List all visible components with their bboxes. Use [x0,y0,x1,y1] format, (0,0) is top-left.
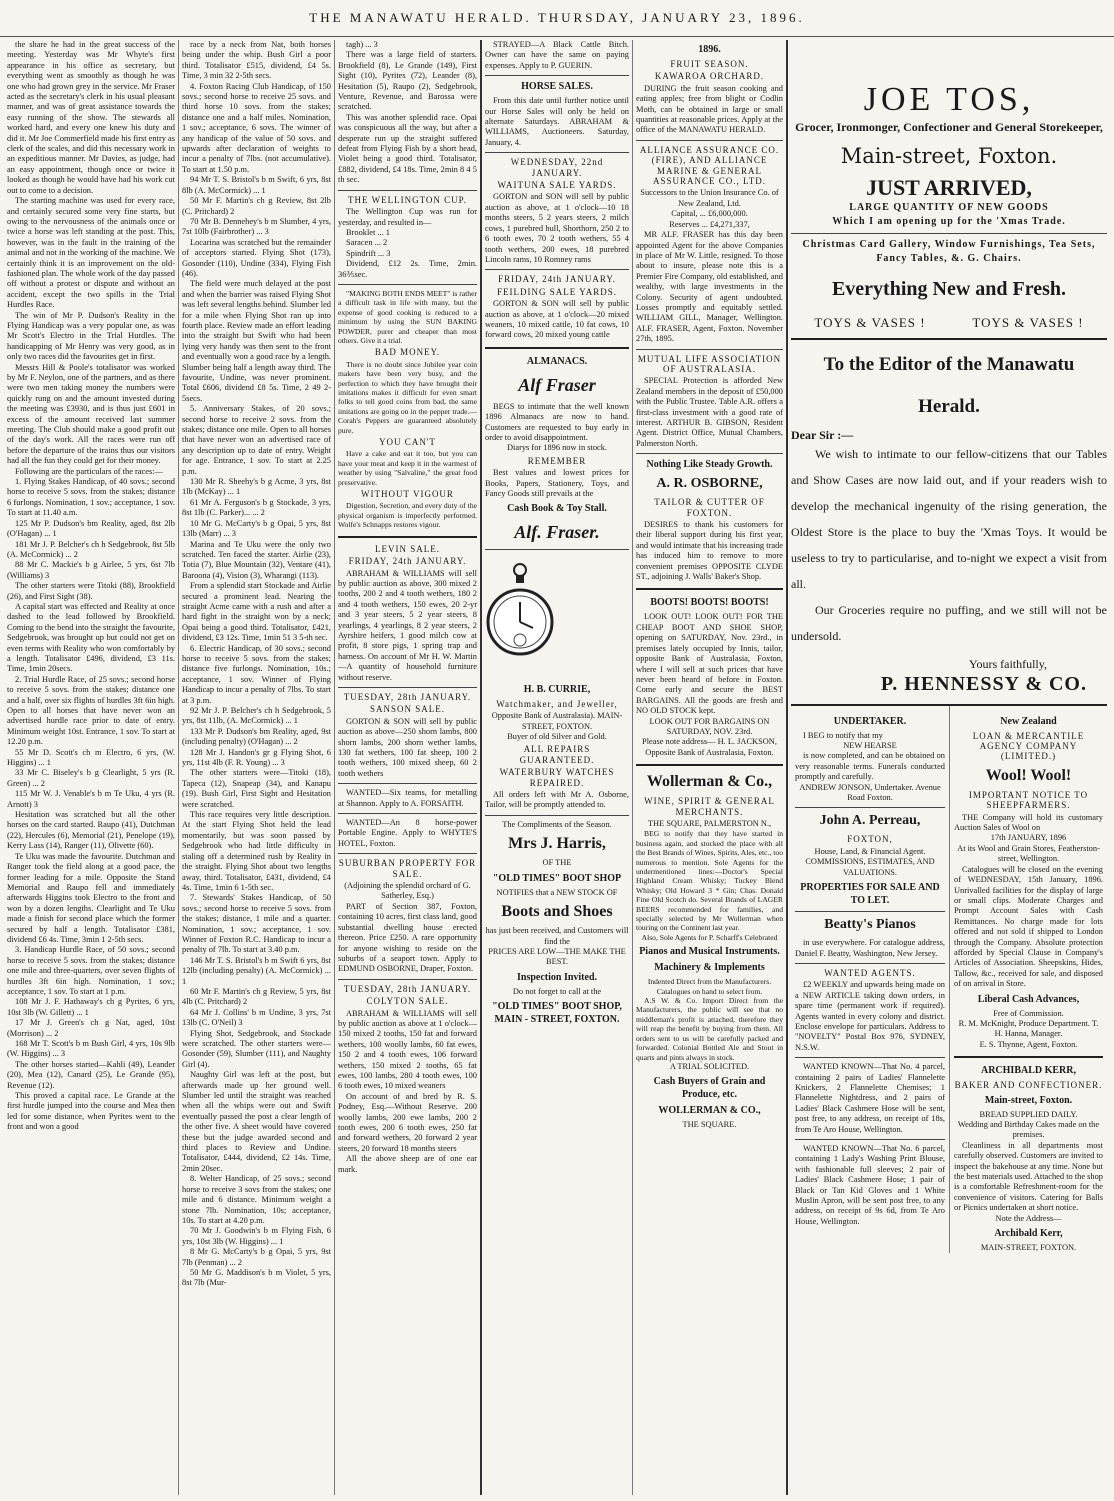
ad-heading: Archibald Kerr, [994,1228,1063,1240]
ad-heading: IMPORTANT NOTICE TO SHEEPFARMERS. [968,789,1089,811]
ad-line: Which I am opening up for the 'Xmas Trade. [832,216,1066,227]
divider [338,190,477,191]
divider [636,764,783,766]
ad-title: Alf. Fraser. [514,522,600,543]
race-heading: 2. Trial Hurdle Race, of 25 sovs.; second horse to receive 5 sovs. from the stakes; distance one and a half, over six flights of hurdles 3ft 6in high. Open to all horses that have never won an advertised hurdle race prior to date of entry. Minimum weight 10st. Entrance, 1 sov. To start at 12.20 p.m. [7,674,175,747]
article-paragraph: The other starters were—Titoki (18), Tapeca (12), Snapeap (34), and Kanapu (19). Bush Girl, First Sight and Hesitation were scratched. [182,768,331,809]
race-result: 55 Mr D. Scott's ch m Electro, 6 yrs, (W. Higgins) ... 1 [7,747,175,768]
letter-heading: Herald. [918,396,980,418]
ad-subtitle: Watchmaker, and Jeweller, [496,698,618,709]
sale-date: FRIDAY, 24th JANUARY. [348,556,467,567]
divider [338,979,477,980]
ad-subtitle: TAILOR & CUTTER OF FOXTON. [654,497,765,518]
race-heading: 8. Welter Handicap, of 25 sovs.; second horse to receive 3 sovs from the stakes; one mile and 6 distance. Minimum weight a stone 7lb. Nomination, 10s; acceptance, 10s. To start at 4.20 p.m. [182,1174,331,1225]
column-5 [632,40,786,1495]
article-paragraph: This proved a capital race. Le Grande at the first hurdle jumped into the course and Mea then led for some distance, when Pyrites went to the front and won a good [7,1091,175,1132]
sale-heading: SANSON SALE. [369,704,445,715]
ad-title: Wollerman & Co., [646,773,773,791]
ad-title: Boots and Shoes [501,903,613,921]
ad-subtitle: Grocer, Ironmonger, Confectioner and General Storekeeper, [795,120,1103,134]
subcolumn-right [949,706,1107,1254]
ad-subtitle: WINE, SPIRIT & GENERAL MERCHANTS. [644,796,775,817]
ad-heading: FRUIT SEASON. [670,59,749,69]
ad-paragraph: LOOK OUT FOR BARGAINS ON SATURDAY, NOV. 23rd. [649,716,770,736]
race-result: 70 Mr J. Goodwin's b m Flying Fish, 6 yrs, 10st 3lb (W. Higgins) ... 1 [182,1226,331,1246]
ad-title: H. B. CURRIE, [523,683,591,695]
ad-paragraph: Catalogues will be closed on the evening of WEDNESDAY, 15th January, 1896. Unrivalled facilities for the display of large or small clips. Moderate Charges and Prompt Account Sales with Cash Remittances. No charge made for lots offered and not sold if shipped to London through the Company. Absolute protection afforded by Special Clause in Company's Articles of Association. Sheepskins, Hides, Tallow, &c., received for sale, and disposed of on arrival in Store. [954,864,1103,989]
ad-paragraph: 17th JANUARY, 1896 [990,833,1067,843]
ad-paragraph: Buyer of old Silver and Gold. [507,732,607,742]
ad-paragraph: MR ALF. FRASER has this day been appointed Agent for the above Companies in place of Mr W. Little, resigned. To those about to insure, please note this is a Premier Fire Company, old established, and wealthy, with large investments in the Colony. Security of agent undoubted. Losses promptly and equitably settled. WILLIAM GILL, Manager, Wellington. ALF. FRASER, Agent, Foxton. November 27th, 1895. [636,230,783,344]
wanted-ad: WANTED—An 8 horse-power Portable Engine. Apply to WHYTE'S HOTEL, Foxton. [338,818,477,848]
race-heading: 4. Foxton Racing Club Handicap, of 150 sovs.; second horse to receive 25 sovs. and third horse 10 sovs. from the stakes; distance one and a half miles. Nomination, 1 sov.; acceptance, 6 sovs. The winner of any handicap of the value of 50 sovs. and upwards after declaration of weights to incur a penalty of 7lbs. (not accumulative). To start at 1.50 p.m. [182,81,331,174]
ad-heading: PROPERTIES FOR SALE AND TO LET. [800,882,940,907]
ad-paragraph: Reserves ... £4,271,337, [669,219,750,229]
ad-paragraph: NOTIFIES that a NEW STOCK OF [496,887,618,897]
ad-paragraph: £2 WEEKLY and upwards being made on a NEW ARTICLE taking down orders, in spare time (permanent work if required). Agents wanted in every colony and district. Enclose envelope for particulars. Address to "NOVELTY" Postal Box 976, SYDNEY, N.S.W. [795,980,945,1052]
ad-paragraph: Free of Commission. [993,1008,1064,1018]
ad-address: THE SQUARE, PALMERSTON N., [647,818,772,828]
ad-paragraph: Do not forget to call at the [512,986,602,996]
letter-signature: P. HENNESSY & CO. [880,673,1087,696]
masthead: THE MANAWATU HERALD. THURSDAY, JANUARY 23, 1896. [0,0,1114,37]
ad-title: John A. Perreau, [819,813,921,829]
article-paragraph: From a splendid start Stockade and Airlie secured a prominent lead. Nearing the straight Acme came with a rush and after a hard fight in the straight won by a neck; Opai being a good third. Totalisator, £421, dividend, £3 12s. Time, 1min 51 3 5-th sec. [182,581,331,643]
wanted-ad: WANTED—Six teams, for metalling at Shannon. Apply to A. FORSAITH. [338,788,477,808]
ad-heading: ALL REPAIRS GUARANTEED. [519,744,595,765]
sale-listing: On account of and bred by R. S. Podney, Esq.—Without Reserve. 200 woolly lambs, 200 ewe lambs, 200 2 tooth ewes, 200 6 tooth ewes, 250 fat and forward wethers, 20 forward 2 year steers, 20 forward 18 months steers [338,1091,477,1153]
ad-title: Alf Fraser [518,374,596,395]
divider [485,269,629,270]
ad-heading: WANTED AGENTS. [824,967,916,978]
ad-heading: BOOTS! BOOTS! BOOTS! [650,597,769,609]
race-result: 17 Mr J. Green's ch g Nat, aged, 10st (Morrison) ... 2 [7,1018,175,1038]
ad-heading: YOU CAN'T [379,437,436,448]
ad-heading: 1896. [698,44,721,55]
ad-paragraph: LOOK OUT! LOOK OUT! FOR THE CHEAP BOOT AND SHOE SHOP, opening on SATURDAY, Nov. 23rd., in premises lately occupied by Innis, tailor, opposite Bank of Australasia, Foxton, where I will sell at such prices that have never been heard of before in Foxton. Come early and secure the BEST BARGAINS. All the goods are fresh and NO OLD STOCK kept. [636,612,783,716]
race-result: 70 Mr B. Dennehey's b m Slumber, 4 yrs, 7st 10lb (Fairbrother) ... 3 [182,216,331,237]
race-result: 133 Mr P. Dudson's bm Reality, aged, 9st (including penalty) (O'Hagan) ... 2 [182,726,331,747]
divider [485,347,629,349]
divider [338,853,477,854]
ad-paragraph: NEW HEARSE [843,741,897,751]
ad-heading: KAWAROA ORCHARD. [654,71,765,82]
pocket-watch-icon [485,560,555,670]
ad-paragraph: Best values and lowest prices for Books, Papers, Stationery, Toys, and Fancy Goods still prevails at the [485,468,629,498]
ad-paragraph: has just been received, and Customers will find the [485,926,629,946]
ad-street: Main-street, Foxton. [840,144,1058,168]
ad-heading: UNDERTAKER. [833,715,907,727]
race-result: 130 Mr R. Sheehy's b g Acme, 3 yrs, 8st 1lb (McKay) ... 1 [182,477,331,497]
column-3 [334,40,480,1495]
sale-listing: ABRAHAM & WILLIAMS will sell by public auction as above at 1 o'clock—150 mixed 2 tooths, 150 fat and forward wethers, 100 woolly lambs, 60 fat ewes, 150 2 and 4 tooth ewes, 106 forward wethers, 150 mixed 2 tooths, 65 fat ewes, 100 lambs, 280 4 tooth ewes, 100 6 tooth ewes, 10 mixed weaners [338,1008,477,1091]
ad-heading: Cash Buyers of Grain and Produce, etc. [653,1076,766,1101]
race-result: 128 Mr J. Handon's gr g Flying Shot, 6 yrs, 11st 4lb (F. R. Young) ... 3 [182,747,331,768]
article-paragraph: Following are the particulars of the races:— [15,466,163,476]
ad-paragraph: Please note address— H. L. JACKSON, Opposite Bank of Australasia, Foxton. [642,737,777,757]
ad-headline: Everything New and Fresh. [831,278,1067,300]
divider [795,963,945,964]
divider [338,813,477,814]
property-ad: PART of Section 387, Foxton, containing 10 acres, first class land, good substantial dwelling house erected thereon. Price £250. A rare opportunity for anyone wishing to reside on the suburbs of a seaport town. Apply to EDMUND OSBORNE, Draper, Foxton. [338,901,477,974]
sale-heading: FEILDING SALE YARDS. [497,286,617,297]
ad-paragraph: Wedding and Birthday Cakes made on the premises. [957,1120,1100,1140]
divider [338,687,477,688]
race-result: 115 Mr W. J. Venable's b m Te Uku, 4 yrs (R. Arnott) 3 [7,789,175,809]
divider [954,1056,1103,1058]
ad-paragraph: SPECIAL Protection is afforded New Zealand members in the deposit of £50,000 with the Public Trustee. Table A.R. offers a first-class investment with a good rate of interest. ARTHUR B. GIBSON, Resident Agent. District Office, Mutual Chambers, Palmerston North. [636,376,783,448]
divider [485,75,629,76]
sale-note: All the above sheep are of one ear mark. [338,1154,477,1174]
ad-paragraph: WANTED KNOWN—That No. 4 parcel, containing 2 pairs of Ladies' Flannelette Knickers, 2 Flannelette Chemises; 1 Flannelette Nightdress, and 2 pairs of Ladies' Black Cashmere Hose will be sent, post free, to any address, on receipt of 18s, from Te Aro House, Wellington. [795,1062,945,1134]
race-result: 61 Mr A. Ferguson's b g Stockade, 3 yrs, 8st 1lb (C. Parker)... ... 2 [182,497,331,518]
race-result: 50 Mr G. Maddison's b m Violet, 5 yrs, 8st 7lb (Mur- [182,1267,331,1288]
ad-heading: WATERBURY WATCHES REPAIRED. [499,767,615,788]
letter-paragraph: We wish to intimate to our fellow-citizens that our Tables and Show Cases are now laid out, and if your readers wish to develop the mechanical ingenuity of the rising generation, the Oldest Store is the place to buy the 'Xmas Toys. It would be useless to try to particularise, and to-night we expect a visit from all. [791,446,1107,591]
race-result: 64 Mr J. Collins' b m Undine, 3 yrs, 7st 13lb (C. O'Neil) 3 [182,1007,331,1028]
ad-heading: ALMANACS. [526,355,588,367]
bottom-subcolumns [791,704,1107,1254]
ad-paragraph: Successors to the Union Insurance Co. of New Zealand, Ltd. [640,188,779,208]
ad-title: Mrs J. Harris, [508,835,606,853]
ad-paragraph: R. M. McKnight, Produce Department. T. H. Hanna, Manager. [958,1018,1099,1039]
ad-paragraph: Also, Sole Agents for P. Scharff's Celebrated [641,932,778,942]
divider [485,152,629,153]
race-result: 92 Mr J. P. Belcher's ch h Sedgebrook, 5 yrs, 8st 11lb, (A. McCormick) ... 1 [182,706,331,726]
article-paragraph: The other starters were Titoki (88), Brookfield (26), and First Sight (38). [7,581,175,601]
ad-paragraph: I BEG to notify that my [803,730,883,740]
ad-title: Beatty's Pianos [824,917,916,933]
sale-heading: WAITUNA SALE YARDS. [497,180,617,191]
ad-toys: TOYS & VASES ! [814,315,926,330]
letter-closing: Yours faithfully, [968,656,1047,671]
ad-heading: MUTUAL LIFE ASSOCIATION OF AUSTRALASIA. [637,353,782,374]
ad-paragraph: ANDREW JONSON, Undertaker. Avenue Road Foxton. [799,782,941,803]
ad-heading: BAD MONEY. [374,347,441,358]
ad-paragraph: Indented Direct from the Manufacturers. Catalogues on hand to select from. [647,977,772,996]
race-result: Spindrift ... 3 [346,248,391,258]
article-paragraph: This was another splendid race. Opai was conspicuous all the way, but after a desperate run up the straight suffered defeat from Flying Fish by a short head, Violet being a good third. Totalisator, £882, dividend, £4 18s. Time, 2min 8 4 5 th sec. [338,112,477,185]
ad-paragraph: OF THE [542,858,572,868]
article-paragraph: The starting machine was used for every race, and certainly secured some very fine starts, but owing to the nervousness of the animals once or twice a horse was left standing at the post. This, however, was in the fault in the training of the animal and not in the working of the machine. We certainly think it is an improvement on the old-fashioned plan. The whole work of the day passed off without a protest or dispute and without an accident, except the two spills in the Trial Hurdles Race. [7,196,175,310]
ad-paragraph: Capital, ... £6,000,000. [671,209,748,219]
ad-heading: HORSE SALES. [521,81,593,93]
letter-salutation: Dear Sir :— [791,428,854,443]
ad-paragraph: DURING the fruit season cooking and eating apples; free from blight or Codlin Moth, can be obtained in large or small quantities at reasonable prices. Apply at the office of the MANAWATU HERALD. [636,83,783,135]
article-paragraph: There was a large field of starters. Brookfield (8), Le Grande (149), First Sight (10), Pyrites (72), Leander (8), Hesitation (5), Raupo (2), Sedgebrook, Venture, Revenue, and Barossa were scratched. [338,50,477,112]
ad-toys: TOYS & VASES ! [972,315,1084,330]
ad-paragraph: There is no doubt since Jubilee year coin makers have been very busy, and the perfection to which they have brought their imitations makes it difficult for even smart folks to tell good coins from bad, the same imitations are going on in the pepper trade.—Corah's Peppers are guaranteed absolutely pure. [338,359,477,435]
race-result: 108 Mr J. F. Hathaway's ch g Pyrites, 6 yrs, 10st 3lb (W. Gillett) ... 1 [7,997,175,1017]
sale-date: FRIDAY, 24th JANUARY. [498,274,616,285]
article-paragraph: Hesitation was scratched but all the other horses on the card started. Raupo (41), Dutchman (22), Hercules (6), Memorial (21), Penelope (19), Kerry Lass (14), Ranger (11), Olivette (60). [7,810,175,851]
sale-date: TUESDAY, 28th JANUARY. [343,983,472,994]
divider [636,349,783,350]
section-heading: THE WELLINGTON CUP. [348,194,467,205]
ad-paragraph: A.S W. & Co. Import Direct from the Manufacturers, the public will see that no middleman's profit is attached, therefore they will reap the benefit by buying from them. All orders sent to us will be carefully packed and forwarded. Colonial Bottled Ale and Stout in quarts and pints always in stock. [636,996,783,1062]
ad-heading: ALLIANCE ASSURANCE CO. (FIRE), AND ALLIANCE MARINE & GENERAL ASSURANCE CO., LTD. [639,144,780,187]
ad-heading: "OLD TIMES" BOOT SHOP, MAIN - STREET, FOXTON. [492,1001,622,1026]
divider [636,140,783,141]
sale-date: WEDNESDAY, 22nd JANUARY. [510,157,604,178]
race-heading: 7. Stewards' Stakes Handicap, of 50 sovs.; second horse to receive 5 sovs. from the stakes; distance, 1 mile and a quarter. Nomination, 1 sov.; acceptance, 1 sov. Winner of Foxton R.C. Handicap to incur a penalty of 7lb. To start at 3.40 p.m. [182,893,331,955]
letter-paragraph: Our Groceries require no puffing, and we still will not be undersold. [791,602,1107,643]
race-result: 8 Mr G. McCarty's b g Opai, 5 yrs, 9st 7lb (Penman) ... 2 [182,1247,331,1267]
ad-heading: ARCHIBALD KERR, [980,1065,1076,1077]
ad-address: Opposite Bank of Australasia). MAIN-STREET, FOXTON. [491,711,623,731]
letter-body [791,441,1107,649]
strayed-ad: STRAYED—A Black Cattle Bitch. Owner can have the same on paying expenses. Apply to P. GUERIN. [485,40,629,70]
divider [636,453,783,454]
divider [795,807,945,808]
subcolumn-left [791,706,949,1254]
article-paragraph: Naughty Girl was left at the post, but afterwards made up her ground well. Slumber led until the straight was reached when all the whips were out and Swift eventually passed the post a clear length of the other five. A sheet would have covered these but the judge awarded second and third places to Review and Undine. Totalisator, £444, dividend, £2 14s. Time, 2min 20sec. [182,1070,331,1173]
ad-paragraph: PRICES ARE LOW—THE MAKE THE BEST. [488,946,626,967]
ad-paragraph: Digestion, Secretion, and every duty of the physical organism is imperfectly performed. Wolfe's Schnapps restores vigour. [338,501,477,530]
divider [636,588,783,590]
race-result: Saracen ... 2 [346,238,388,248]
ad-heading: WOLLERMAN & CO., [658,1105,761,1117]
article-paragraph: Marina and Te Uku were the only two scratched. Ten faced the starter. Airlie (23), Totia (7), Blue Mountain (32), Ventare (41), Baroona (4), Vision (3), Wharangi (113). [182,539,331,580]
ad-paragraph: in use everywhere. For catalogue address, Daniel F. Beatty, Washington, New Jersey. [795,938,945,958]
sale-date: TUESDAY, 28th JANUARY. [343,691,472,702]
ad-paragraph: From this date until further notice until our Horse Sales will only be held on alternate Saturdays. ABRAHAM & WILLIAMS, Auctioneers. Saturday, January, 4. [485,96,629,147]
ad-address: MAIN-STREET, FOXTON. [980,1243,1077,1253]
ad-heading: REMEMBER [527,455,587,466]
ad-paragraph: The Compliments of the Season. [502,819,612,829]
divider [795,1057,945,1058]
ad-heading: Cash Book & Toy Stall. [507,503,607,515]
ad-title: A. R. OSBORNE, [656,476,763,492]
article-paragraph: Flying Shot, Sedgebrook, and Stockade were scratched. The other starters were—Gosonder (59), Slumber (111), and Naughty Girl (4). [182,1028,331,1069]
race-heading: 1. Flying Stakes Handicap, of 40 sovs.; second horse to receive 5 sovs. from the stakes; distance 6 furlongs. Nomination, 1 sov.; acceptance, 1 sov. To start at 11.40 a.m. [7,477,175,518]
article-paragraph: The win of Mr P. Dudson's Reality in the Flying Handicap was a very popular one, as was Mr Scott's Electro in the Trial Hurdles. The handicapping of Mr Henry was very good, as in only two races did the favourites get in first. [7,310,175,362]
ad-paragraph: House, Land, & Financial Agent. [814,846,926,856]
article-paragraph: Te Uku was made the favourite. Dutchman and Ranger took the field along at a good pace, the former leading for a mile. Opposite the Stand Memorial and Raupo fell and immediately afterwards Higgins took Electro to the front and won by a dozen lengths. Clearlight and Te Uku made a finish for second place which the former secured by half a length. Totalisator £381, dividend £6 4s. Time, 3min 1 2-5th secs. [7,851,175,944]
ad-heading: "OLD TIMES" BOOT SHOP [492,872,622,884]
divider [791,233,1107,234]
article-paragraph: The Wellington Cup was run for yesterday, and resulted in— [338,207,477,227]
article-paragraph: the share he had in the great success of the meeting. Yesterday was Mr Whyte's first appearance in his office as secretary, but everything went as smoothly as though he was one who had grown grey in the service. Mr Fraser acted as the secretary's clerk in his usual pleasant manner, and was of great assistance towards the easy running of the show. The stewards all worked hard, and every one knew his duty and did it. Mr Joe Commerfield made his first entry as clerk of the scales, and did this necessary work in an expeditious manner. Mr Davies, as judge, had an easy appointment, though once or twice it looked as though he would have had his work cut out to come to a decision. [7,40,175,195]
column-4 [480,40,632,1495]
ad-heading: Main-street, Foxton. [984,1094,1073,1106]
ad-paragraph: WANTED KNOWN—That No. 6 parcel, containing 1 Lady's Washing Print Blouse, with fashionable full sleeves; 2 pair of Ladies' Black Cashmere Hose; 1 pair of Black or Tan Kid Gloves and 1 White Muslin Apron, will be sent post free, to any address, on receipt of 9s 6d, from Te Aro House, Wellington. [795,1144,945,1226]
race-heading: 6. Electric Handicap, of 30 sovs.; second horse to receive 5 sovs. from the stakes; distance five furlongs. Nomination, 10s.; acceptance, 1 sov. Winner of Flying Handicap to incur a penalty of 7lbs. To start at 3 p.m. [182,643,331,705]
ad-heading: New Zealand [1000,715,1057,727]
ad-line: LARGE QUANTITY OF NEW GOODS [849,202,1049,213]
sale-listing: GORTON and SON will sell by public auction as above, at 1 o'clock—10 18 months steers, 5 2 years steers, 2 milch cows, 1 purebred bull, Shorthorn, 250 2 to 6 tooth ewes, 70 2 tooth wethers, 55 4 tooth wethers, 200 ewes, 18 purebred Lincoln rams, 10 Romney rams [485,192,629,264]
ad-heading: Inspection Invited. [516,971,597,983]
article-paragraph: Dividend, £12 2s. Time, 2min. 36⅗sec. [338,259,477,279]
ad-paragraph: Diarys for 1896 now in stock. [506,443,608,453]
article-paragraph: A capital start was effected and Reality at once dashed to the lead followed by Brookfield. Coming to the bend into the straight the favourite, Sedgebrook, was brought up but could not get on even terms with Reality who won comfortably by a length. Totalisator £496, dividend, £3 11s. Time, 1min 20secs. [7,601,175,674]
race-result: 50 Mr F. Martin's ch g Review, 8st 2lb (C. Pritchard) 2 [182,196,331,216]
race-result: 125 Mr P. Dudson's bm Reality, aged, 8st 2lb (O'Hagan) ... 1 [7,518,175,539]
divider [338,284,477,285]
ad-subtitle: FOXTON, [847,834,893,845]
property-heading: SUBURBAN PROPERTY FOR SALE. [338,858,477,879]
race-heading: 5. Anniversary Stakes, of 20 sovs.; second horse to receive 2 sovs. from the stakes; distance one mile. Open to all horses that have never won an advertised race of any description up to date of entry. Weight for age. Entrance, 1 sov. To start at 2.25 p.m. [182,404,331,476]
ad-line: Christmas Card Gallery, Window Furnishings, Tea Sets, Fancy Tables, &. G. Chairs. [802,239,1096,264]
ad-toys-row [791,315,1107,330]
ad-paragraph: BEG to notify that they have started in business again, and stocked the place with all the Best Brands of Wines, Spirits, Ales, etc., too numerous to mention. Sole Agents for the undermentioned lines:—Doctor's Special Highland Cream Whisky; Tuckey Blend Whisky; Old Howard 3 * Gin; Chas. Donald Fine Old Scotch do. Several Brands of LAGER BEERS recommended for families, and specially selected by Mr Wollerman when touring on the Continent last year. [636,829,783,933]
ad-paragraph: "MAKING BOTH ENDS MEET" is rather a difficult task in life with many, but the expense of good cooking is reduced to a minimum by using the SUN BAKING POWDER, purer and cheaper than most others. Give it a trial. [338,288,477,345]
ad-paragraph: BEGS to intimate that the well known 1896 Almanacs are now to hand. Customers are requested to buy early in order to avoid disappointment. [485,401,629,442]
divider [485,815,629,816]
ad-title-joe-tos: JOE TOS, [863,81,1035,118]
article-paragraph: race by a neck from Nat, both horses being under the whip. Bush Girl a poor third. Totalisator £515, dividend, £4 5s. Time, 3 min 32 2-5th secs. [182,40,331,81]
ad-paragraph: Cleanliness in all departments most carefully observed. Customers are invited to inspect the bakehouse at any time. None but the best materials used. Attached to the shop is a comfortable Refreshment-room for the convenience of visitors. Catering for Balls or Picnics undertaken at short notice. [954,1140,1103,1213]
ad-paragraph: is now completed, and can be obtained on very reasonable terms. Funerals conducted promptly and carefully. [795,751,945,782]
sale-heading: COLYTON SALE. [366,996,449,1007]
article-paragraph: Locarina was scratched but the remainder of acceptors started. Flying Shot (173), Gosonder (110), Undine (334), Flying Fish (46). [182,237,331,278]
ad-heading: Pianos and Musical Instruments. [639,946,780,958]
letter-heading: To the Editor of the Manawatu [823,354,1075,376]
divider [485,549,629,550]
ad-paragraph: All orders left with Mr A. Osborne, Tailor, will be promptly attended to. [485,790,629,810]
sale-listing: ABRAHAM & WILLIAMS will sell by public auction as above, 300 mixed 2 tooths, 200 2 and 4 tooth wethers, 180 2 and 4 tooth wethers, 150 ewes, 20 2-yr and 3 year steers, 5 2 year steers, 8 yearlings, 4 yearlings, 8 2 year steers, 2 Ayrshire heifers, 1 good milch cow at profit, 8 store pigs, 1 spring trap and harness. On account of Mr H. W. Martin—A quantity of household furniture without reserve. [338,568,477,682]
sale-listing: GORTON & SON will sell by public auction as above—250 shorn lambs, 800 shorn lambs, 200 shorn wether lambs, 130 fat wethers, 100 fat sheep, 100 2 tooth wethers, 100 mixed sheep, 60 2 tooth wethers [338,716,477,778]
race-result: 146 Mr T. S. Bristol's b m Swift 6 yrs, 8st 12lb (including penalty) (A. McCormick) ... 1 [182,955,331,986]
article-paragraph: This race requires very little description. At the start Flying Shot held the lead momentarily, but was soon passed by Sedgebrook who had little difficulty in staling off a determined rush by Reality in the straight. Flying Shot about two lengths away, third. Totalisator, £431, dividend, £4 4s. Time, 1min 6 1-5th sec. [182,810,331,892]
ad-heading: Liberal Cash Advances, [977,993,1080,1005]
ad-paragraph: THE Company will hold its customary Auction Sales of Wool on [954,812,1103,833]
sale-listing: GORTON & SON will sell by public auction as above, at 1 o'clock—20 mixed weaners, 10 mixed cattle, 10 fat cows, 10 forward cows, 20 mixed young cattle [485,299,629,340]
race-result: 168 Mr T. Scott's b m Bush Girl, 4 yrs, 10s 9lb (W. Higgins) ... 3 [7,1039,175,1059]
ad-address: THE SQUARE. [682,1120,737,1130]
ad-paragraph: Have a cake and eat it too, but you can have your meat and keep it in the warmest of weather by using "Salvaline," the great food preservative. [338,449,477,487]
race-result: 10 Mr G. McCarty's b g Opai, 5 yrs, 8st 13lb (Marr) ... 3 [182,518,331,539]
ad-paragraph: At its Wool and Grain Stores, Featherston-street, Wellington. [957,843,1100,864]
column-1 [4,40,178,1495]
race-result: 94 Mr T. S. Bristol's b m Swift, 6 yrs, 8st 8lb (A. McCormick) ... 1 [182,175,331,195]
ad-subtitle: BAKER AND CONFECTIONER. [954,1080,1103,1091]
ad-paragraph: E. S. Thynne, Agent, Foxton. [979,1039,1078,1049]
race-result: 33 Mr C. Biseley's b g Clearlight, 5 yrs (R. Green) ... 2 [7,768,175,788]
ad-title: Wool! Wool! [985,766,1072,784]
ad-paragraph: A TRIAL SOLICITED. [669,1061,750,1071]
column-6 [786,40,1110,1495]
divider [338,536,477,538]
divider [791,338,1107,340]
divider [795,1139,945,1140]
ad-paragraph: DESIRES to thank his customers for their liberal support during his first year, and would intimate that his increasing trade has induced him to remove to more convenient premises OPPOSITE CLYDE ST., adjoining J. Walls' Baker's Shop. [636,520,783,582]
article-paragraph: The field were much delayed at the post and when the barrier was raised Flying Shot was left several lengths behind. Slumber led for a mile when Flying Shot ran up into fourth place. Review made an effort leading into the straight but Swift who had been lying very handy was then sent to the front and eventually won a good race by a length. Slumber being half a length away third. The favourite, Undine, was never prominent. Total £606, dividend £8 5s. Time, 2 49 2-5secs. [182,279,331,403]
ad-paragraph: BREAD SUPPLIED DAILY. [979,1109,1078,1119]
ad-paragraph: COMMISSIONS, ESTIMATES, AND VALUATIONS. [805,857,935,877]
race-heading: 3. Handicap Hurdle Race, of 50 sovs.; second horse to receive 5 sovs. from the stakes; distance one mile and three-quarters, over seven flights of hurdles 3ft 6in high. Nomination, 1 sov.; acceptance, 1 sov. To start at 1 p.m. [7,945,175,996]
article-paragraph: Messrs Hill & Poole's totalisator was worked by Mr F. Neylon, one of the partners, and as there were two men taking money the numbers were quickly rung on and the amount invested during the meeting was £3930, and is thus just £601 in excess of the amount received last summer meeting. The Club should make a good profit out of the day's work. All the races were run off before the departure of the trains thus our visitors had all the fun they could get for their money. [7,362,175,466]
race-result: 60 Mr F. Martin's ch g Review, 5 yrs, 8st 4lb (C. Pritchard) 2 [182,986,331,1007]
sale-heading: LEVIN SALE. [375,543,440,554]
ad-headline: JUST ARRIVED, [866,175,1032,200]
column-2 [178,40,334,1495]
ad-heading: Nothing Like Steady Growth. [646,459,773,471]
race-result: 88 Mr C. Mackie's b g Airlee, 5 yrs, 6st 7lb (Williams) 3 [7,560,175,580]
ad-subtitle: LOAN & MERCANTILE AGENCY COMPANY (LIMITED.) [972,730,1085,762]
divider [338,783,477,784]
ad-paragraph: Note the Address— [995,1213,1062,1223]
ad-heading: Machinery & Implements [654,962,765,974]
race-result: Brooklet ... 1 [346,227,390,237]
race-result: tagh) ... 3 [346,40,378,49]
divider [795,911,945,912]
race-result: 181 Mr J. P. Belcher's ch h Sedgebrook, 8st 5lb (A. McCormick) ... 2 [7,539,175,559]
article-paragraph: The other horses started—Kahli (49), Leander (20), Mea (12), Canard (25), Le Grande (95), Revenue (12). [7,1059,175,1090]
ad-heading: WITHOUT VIGOUR [361,489,454,500]
property-note: (Adjoining the splendid orchard of G. Satherley, Esq.) [344,881,471,901]
